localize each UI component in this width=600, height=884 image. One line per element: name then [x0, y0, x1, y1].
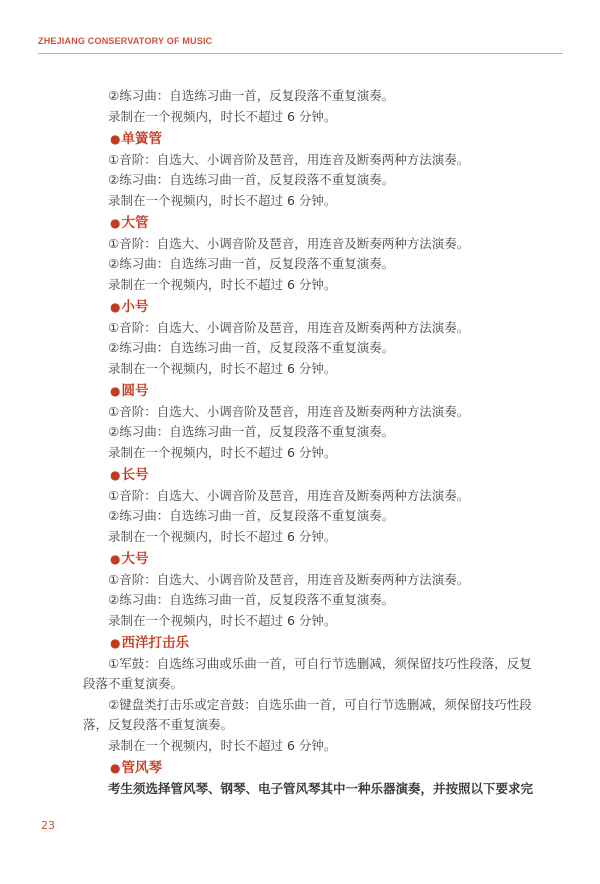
section-title-text: 西洋打击乐 — [121, 635, 189, 651]
bullet-icon: ● — [110, 636, 121, 650]
requirement-line: ①音阶：自选大、小调音阶及琶音，用连音及断奏两种方法演奏。 — [108, 487, 470, 503]
requirement-line: ①军鼓：自选练习曲或乐曲一首，可自行节选删减，须保留技巧性段落，反复段落不重复演奏。 — [83, 655, 532, 691]
section-bassoon — [83, 213, 538, 295]
page-number: 23 — [41, 819, 55, 832]
section-title-text: 大号 — [121, 551, 149, 567]
bullet-icon: ● — [110, 132, 121, 146]
section-heading — [83, 213, 538, 234]
section-french-horn — [83, 381, 538, 463]
requirement-line: ②练习曲：自选练习曲一首，反复段落不重复演奏。 — [108, 424, 395, 439]
section-title-text: 长号 — [121, 467, 149, 483]
recording-note: 录制在一个视频内，时长不超过 6 分钟。 — [108, 737, 337, 753]
requirement-line: ①音阶：自选大、小调音阶及琶音，用连音及断奏两种方法演奏。 — [108, 235, 470, 251]
section-heading — [83, 633, 538, 654]
bullet-icon: ● — [110, 761, 121, 775]
instruction-line: 考生须选择管风琴、钢琴、电子管风琴其中一种乐器演奏，并按照以下要求完 — [108, 780, 534, 796]
requirement-line: ①音阶：自选大、小调音阶及琶音，用连音及断奏两种方法演奏。 — [108, 571, 470, 587]
section-trombone — [83, 465, 538, 547]
bullet-icon: ● — [110, 384, 121, 398]
recording-note: 录制在一个视频内，时长不超过 6 分钟。 — [108, 108, 337, 124]
section-heading — [83, 297, 538, 318]
section-heading — [83, 758, 538, 779]
requirement-line: ②练习曲：自选练习曲一首，反复段落不重复演奏。 — [108, 592, 395, 607]
requirement-line: ②练习曲：自选练习曲一首，反复段落不重复演奏。 — [108, 172, 395, 187]
section-tuba — [83, 549, 538, 631]
section-title-text: 单簧管 — [121, 131, 162, 147]
bullet-icon: ● — [110, 300, 121, 314]
bullet-icon: ● — [110, 468, 121, 482]
section-continued — [83, 86, 538, 127]
recording-note: 录制在一个视频内，时长不超过 6 分钟。 — [108, 360, 337, 376]
section-heading — [83, 465, 538, 486]
requirement-line: ②练习曲：自选练习曲一首，反复段落不重复演奏。 — [108, 256, 395, 271]
requirement-line: ①音阶：自选大、小调音阶及琶音，用连音及断奏两种方法演奏。 — [108, 151, 470, 167]
section-trumpet — [83, 297, 538, 379]
exam-requirements-content — [83, 86, 538, 799]
recording-note: 录制在一个视频内，时长不超过 6 分钟。 — [108, 444, 337, 460]
section-title-text: 小号 — [121, 299, 149, 315]
section-heading — [83, 129, 538, 150]
requirement-line: ②练习曲：自选练习曲一首，反复段落不重复演奏。 — [108, 340, 395, 355]
recording-note: 录制在一个视频内，时长不超过 6 分钟。 — [108, 528, 337, 544]
section-title-text: 管风琴 — [121, 760, 162, 776]
section-pipe-organ — [83, 758, 538, 799]
requirement-line: ②键盘类打击乐或定音鼓：自选乐曲一首，可自行节选删减，须保留技巧性段落，反复段落不重复演奏。 — [83, 696, 532, 732]
requirement-line: ①音阶：自选大、小调音阶及琶音，用连音及断奏两种方法演奏。 — [108, 403, 470, 419]
section-title-text: 大管 — [121, 215, 149, 231]
recording-note: 录制在一个视频内，时长不超过 6 分钟。 — [108, 276, 337, 292]
requirement-line: ①音阶：自选大、小调音阶及琶音，用连音及断奏两种方法演奏。 — [108, 319, 470, 335]
requirement-line: ②练习曲：自选练习曲一首，反复段落不重复演奏。 — [108, 88, 395, 103]
recording-note: 录制在一个视频内，时长不超过 6 分钟。 — [108, 192, 337, 208]
section-title-text: 圆号 — [121, 383, 149, 399]
masthead-title: ZHEJIANG CONSERVATORY OF MUSIC — [38, 36, 213, 46]
requirement-line: ②练习曲：自选练习曲一首，反复段落不重复演奏。 — [108, 508, 395, 523]
masthead-rule — [38, 53, 563, 54]
section-heading — [83, 381, 538, 402]
bullet-icon: ● — [110, 216, 121, 230]
bullet-icon: ● — [110, 552, 121, 566]
section-clarinet — [83, 129, 538, 211]
section-western-percussion — [83, 633, 538, 756]
section-heading — [83, 549, 538, 570]
recording-note: 录制在一个视频内，时长不超过 6 分钟。 — [108, 612, 337, 628]
